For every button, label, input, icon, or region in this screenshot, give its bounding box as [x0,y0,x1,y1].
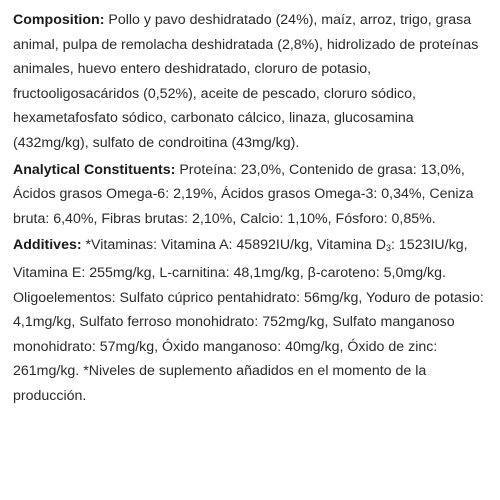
composition-label: Composition: [13,12,105,28]
additives-text-rest: : 1523IU/kg, Vitamina E: 255mg/kg, L-carnitina: 48,1mg/kg, β-caroteno: 5,0mg/kg. Oligoelementos: Sulfato cúprico pentahidrato: 56mg/kg, Yoduro de potasio: 4,1mg/kg, Sulfato ferroso monohidrato: 752mg/kg, Sulfato manganoso monohidrato: 57mg/kg, Óxido manganoso: 40mg/kg, Óxido de zinc: 261mg/kg. *Niveles de suplemento añadidos en el momento de la producción. [13,237,484,404]
composition-paragraph [13,8,491,156]
additives-label: Additives: [13,237,82,254]
analytical-constituents-label: Analytical Constituents: [13,161,176,178]
ingredient-label-document [13,8,491,411]
additives-paragraph [13,233,491,408]
analytical-constituents-paragraph [13,158,491,232]
composition-text: Pollo y pavo deshidratado (24%), maíz, arroz, trigo, grasa animal, pulpa de remolacha deshidratada (2,8%), hidrolizado de proteínas animales, huevo entero deshidratado, cloruro de potasio, fructooligosacáridos (0,52%), aceite de pescado, cloruro sódico, hexametafosfato sódico, carbonato cálcico, linaza, glucosamina (432mg/kg), sulfato de condroitina (43mg/kg). [13,12,479,151]
vitamin-d-subscript: 3 [386,243,392,254]
additives-text-start: *Vitaminas: Vitamina A: 45892IU/kg, Vitamina D [81,237,387,254]
analytical-constituents-text: Proteína: 23,0%, Contenido de grasa: 13,0%, Ácidos grasos Omega-6: 2,19%, Ácidos grasos Omega-3: 0,34%, Ceniza bruta: 6,40%, Fibras brutas: 2,10%, Calcio: 1,10%, Fósforo: 0,85%. [13,161,474,227]
